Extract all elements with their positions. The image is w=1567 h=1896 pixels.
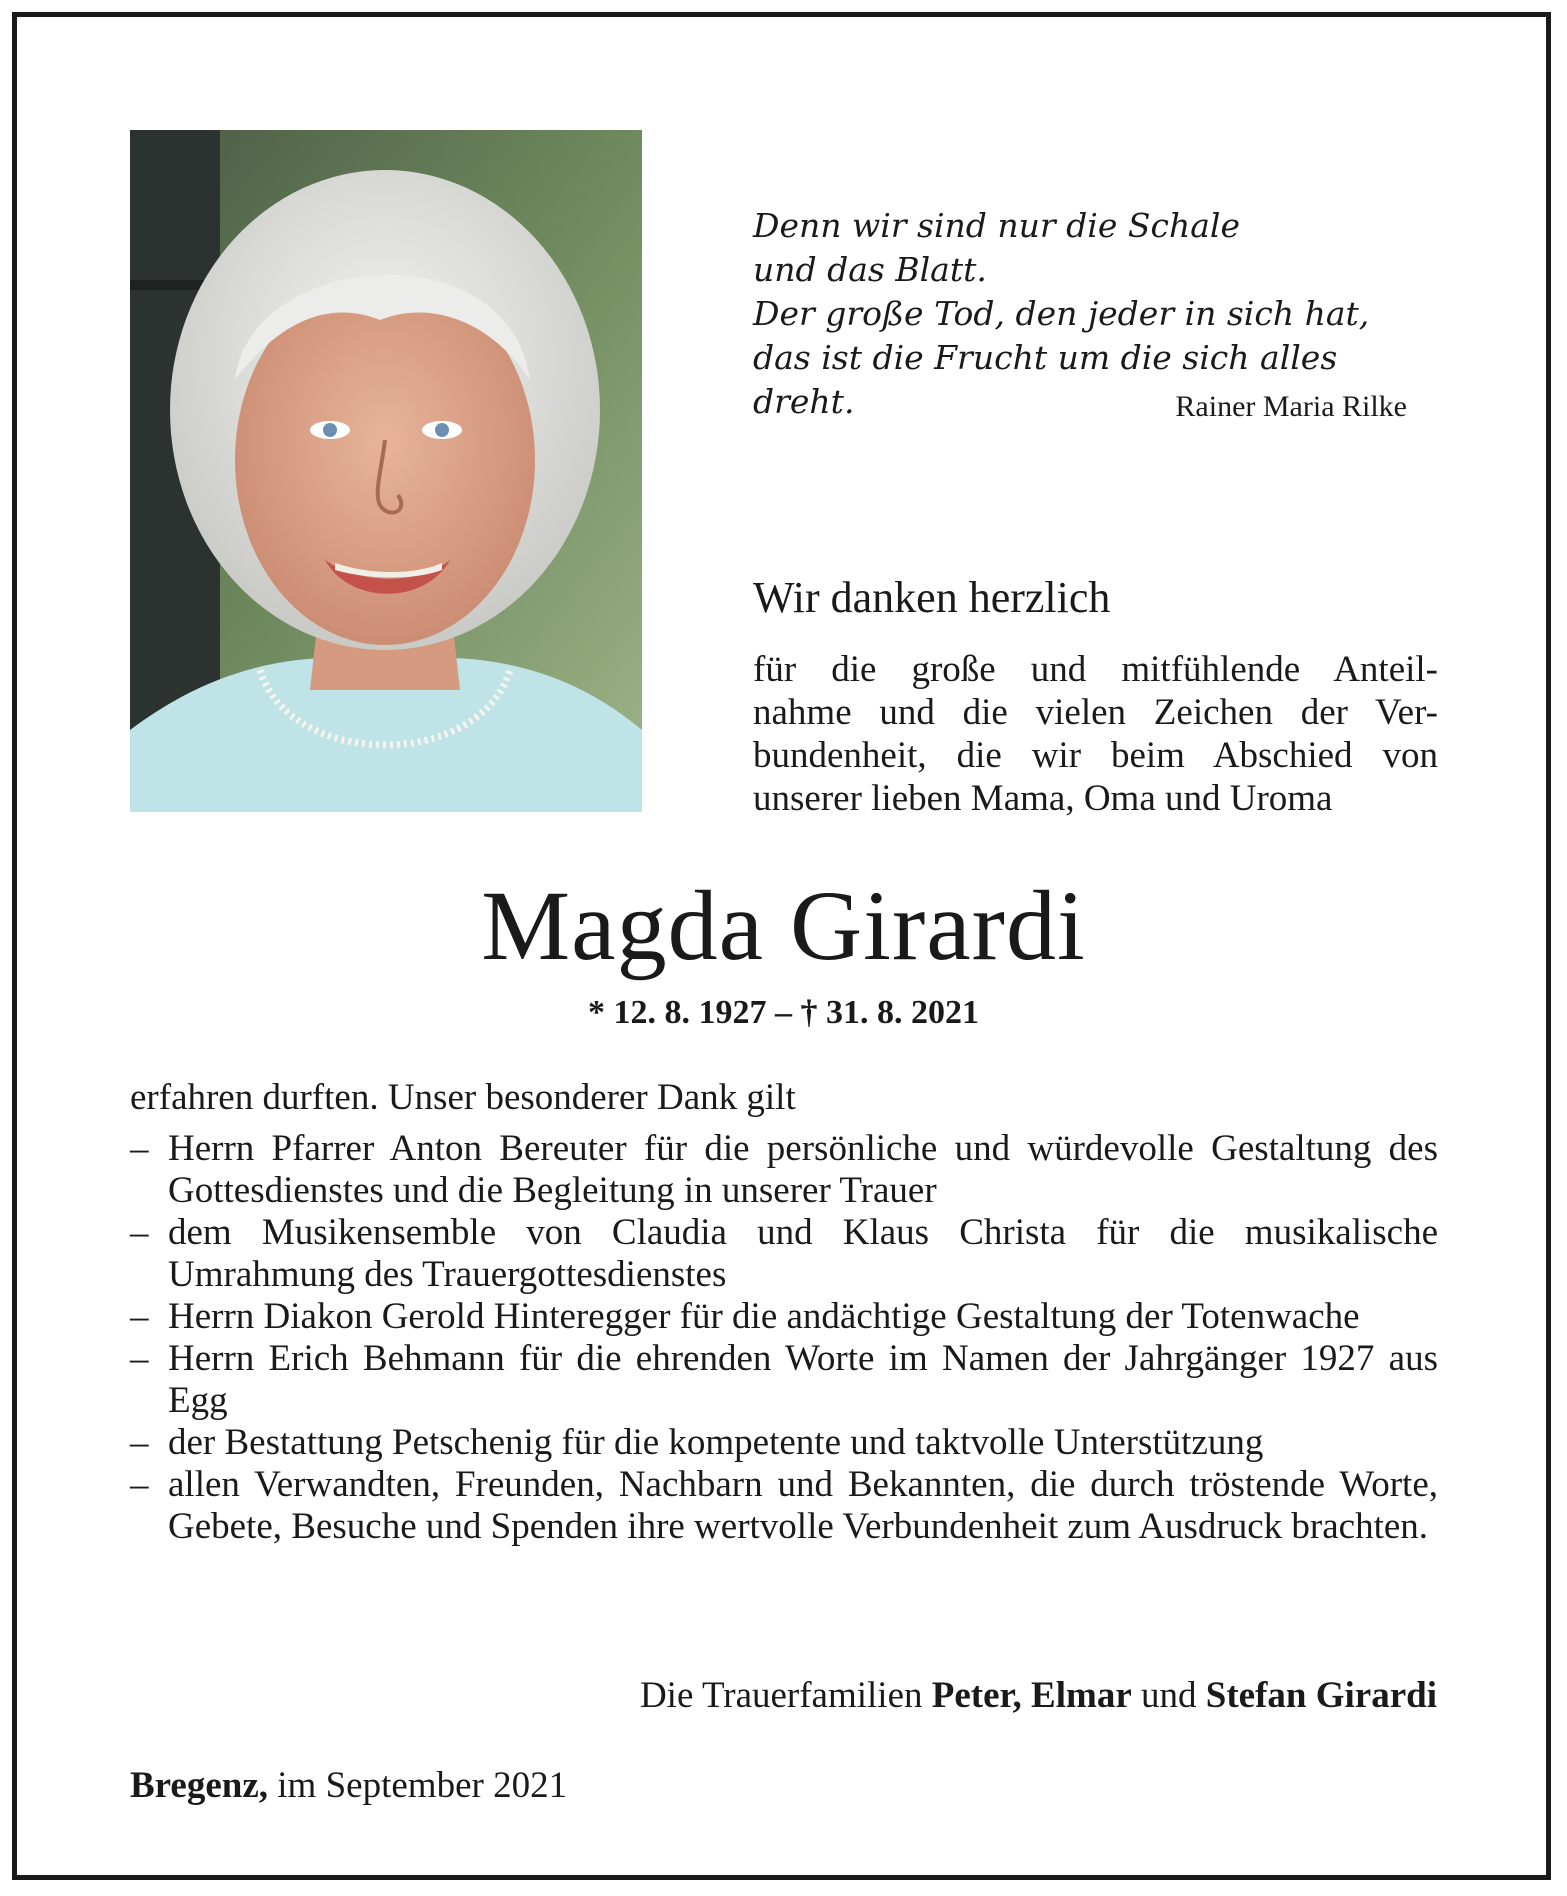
list-item: – der Bestattung Petschenig für die kompetente und taktvolle Unterstützung: [130, 1422, 1438, 1464]
signature-names-b: Stefan Girardi: [1205, 1675, 1437, 1716]
signature-prefix: Die Trauerfamilien: [639, 1675, 923, 1716]
deceased-name: Magda Girardi: [481, 870, 1086, 981]
list-item: – Herrn Erich Behmann für die ehrenden Worte im Namen der Jahrgänger 1927 aus Egg: [130, 1338, 1438, 1422]
list-item: – allen Verwandten, Freunden, Nachbarn und Bekannten, die durch tröstende Worte, Gebete, Besuche und Spenden ihre wertvolle Verbundenheit zum Ausdruck brachten.: [130, 1464, 1438, 1548]
thanks-heading: Wir danken herzlich: [753, 573, 1111, 622]
quote-line: Denn wir sind nur die Schale: [753, 206, 1240, 245]
signature-names-a: Peter, Elmar: [931, 1675, 1132, 1716]
gratitude-list: [130, 1128, 1438, 1548]
place-city: Bregenz,: [130, 1765, 269, 1806]
gratitude-lead: erfahren durften. Unser besonderer Dank gilt: [130, 1077, 796, 1118]
quote-line: Der große Tod, den jeder in sich hat,: [753, 294, 1370, 333]
intro-line: unserer lieben Mama, Oma und Uroma: [753, 778, 1333, 819]
signature-connector: und: [1141, 1675, 1197, 1716]
place-date-text: im September 2021: [277, 1765, 568, 1806]
list-item: – dem Musikensemble von Claudia und Klaus Christa für die musikalische Umrahmung des Trauergottesdienstes: [130, 1212, 1438, 1296]
quote-line: und das Blatt.: [753, 250, 987, 289]
intro-line: für die große und mitfühlende Anteil-: [753, 649, 1438, 690]
intro-line: nahme und die vielen Zeichen der Ver-: [753, 692, 1438, 733]
quote-author: Rainer Maria Rilke: [1175, 390, 1407, 423]
family-signature: [640, 1674, 1437, 1717]
quote-line: das ist die Frucht um die sich alles dreht.: [753, 338, 1338, 421]
intro-line: bundenheit, die wir beim Abschied von: [753, 735, 1438, 776]
list-item: – Herrn Pfarrer Anton Bereuter für die persönliche und würdevolle Gestaltung des Gottesdienstes und die Begleitung in unserer Trauer: [130, 1128, 1438, 1212]
portrait-photo: [130, 130, 642, 812]
place-date: [130, 1764, 567, 1807]
thanks-intro: [753, 648, 1438, 820]
list-item: – Herrn Diakon Gerold Hinteregger für die andächtige Gestaltung der Totenwache: [130, 1296, 1438, 1338]
life-dates: * 12. 8. 1927 – † 31. 8. 2021: [588, 994, 979, 1031]
